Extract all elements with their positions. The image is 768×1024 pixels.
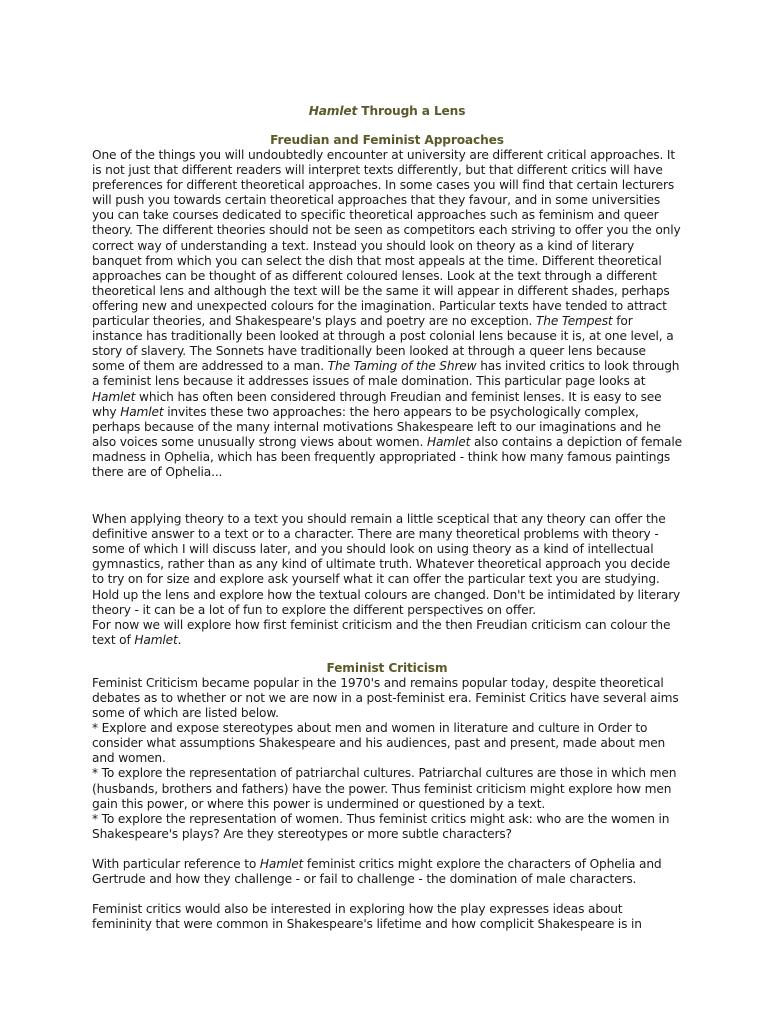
intro-paragraph — [92, 148, 682, 480]
aim-item: * Explore and expose stereotypes about men and women in literature and culture in Order to consider what assumptions Shakespeare and his audiences, past and present, made about men and women. — [92, 721, 666, 766]
intro-text: invites these two approaches: the hero appears to be psychologically complex, perhaps because of the many internal motivations Shakespeare left to our imaginations and he also voices some unusually strong views about women. — [92, 404, 661, 449]
page-title — [92, 104, 682, 119]
section-heading-feminist: Feminist Criticism — [326, 660, 448, 675]
intro-text: also contains a depiction of female madness in Ophelia, which has been frequently appropriated - think how many famous paintings there are of Ophelia... — [92, 434, 682, 479]
spacer — [92, 887, 682, 902]
spacer — [92, 648, 682, 661]
work-title: The Taming of the Shrew — [327, 359, 477, 374]
spacer — [92, 480, 682, 512]
feminist-intro-paragraph: Feminist Criticism became popular in the 1970's and remains popular today, despite theoretical debates as to whether or not we are now in a post-feminist era. Feminist Critics have several aims some of which are listed below. — [92, 675, 679, 721]
spacer — [92, 842, 682, 857]
aim-item: * To explore the representation of women. Thus feminist critics might ask: who are the women in Shakespeare's plays? Are they stereotypes or more subtle characters? — [92, 811, 670, 841]
for-now-paragraph — [92, 618, 682, 648]
reference-text: feminist critics might explore the characters of Ophelia and Gertrude and how they challenge - or fail to challenge - the domination of male characters. — [92, 856, 662, 887]
intro-text: for instance has traditionally been looked at through a post colonial lens because it is, at one level, a story of slavery. The Sonnets have traditionally been looked at through a queer lens because some of them are addressed to a man. — [92, 314, 674, 374]
work-title: Hamlet — [92, 389, 136, 404]
reference-text: With particular reference to — [92, 856, 260, 871]
intro-text: which has often been considered through Freudian and feminist lenses. It is easy to see why — [92, 389, 662, 419]
title-rest: Through a Lens — [357, 104, 466, 118]
work-title: Hamlet — [134, 632, 178, 647]
work-title: The Tempest — [535, 314, 613, 329]
work-title: Hamlet — [259, 856, 304, 871]
closing-paragraph: Feminist critics would also be interested in exploring how the play expresses ideas about femininity that were common in Shakespeare's lifetime and how complicit Shakespeare is in — [92, 902, 642, 932]
for-now-text: . — [177, 632, 182, 647]
theory-paragraph: When applying theory to a text you should remain a little sceptical that any theory can offer the definitive answer to a text or to a character. There are many theoretical problems with theory - some of which I will discuss later, and you should look on using theory as a kind of intellectual gymnastics, rather than as any kind of ultimate truth. Whatever theoretical approach you decide to try on for size and explore ask yourself what it can offer the particular text you are studying. Hold up the lens and explore how the textual colours are changed. Don't be intimidated by literary theory - it can be a lot of fun to explore the different perspectives on offer. — [92, 512, 681, 617]
work-title: Hamlet — [426, 434, 471, 449]
document-content — [92, 104, 682, 932]
aim-item: * To explore the representation of patriarchal cultures. Patriarchal cultures are those in which men (husbands, brothers and fathers) have the power. Thus feminist criticism might explore how men gain this power, or where this power is undermined or questioned by a text. — [92, 766, 677, 811]
intro-text: has invited critics to look through a feminist lens because it addresses issues of male domination. This particular page looks at — [92, 359, 680, 389]
for-now-text: For now we will explore how first feminist criticism and the then Freudian criticism can colour the text of — [92, 617, 671, 647]
work-title: Hamlet — [120, 404, 164, 419]
section-heading-approaches: Freudian and Feminist Approaches — [270, 133, 504, 147]
reference-paragraph — [92, 857, 682, 887]
title-italic: Hamlet — [308, 104, 358, 118]
intro-text: One of the things you will undoubtedly encounter at university are different critical approaches. It is not just that different readers will interpret texts differently, but that different critics will have preferences for different theoretical approaches. In some cases you will find that certain lecturers will push you towards certain theoretical approaches that they favour, and in some universities you can take courses dedicated to specific theoretical approaches such as feminism and queer theory. The different theories should not be seen as competitors each striving to offer you the only correct way of understanding a text. Instead you should look on theory as a kind of literary banquet from which you can select the dish that most appeals at the time. Different theoretical approaches can be thought of as different coloured lenses. Look at the text through a different theoretical lens and although the text will be the same it will appear in different shades, perhaps offering new and unexpected colours for the imagination. Particular texts have tended to attract particular theories, and Shakespeare's plays and poetry are no exception. — [92, 148, 681, 329]
